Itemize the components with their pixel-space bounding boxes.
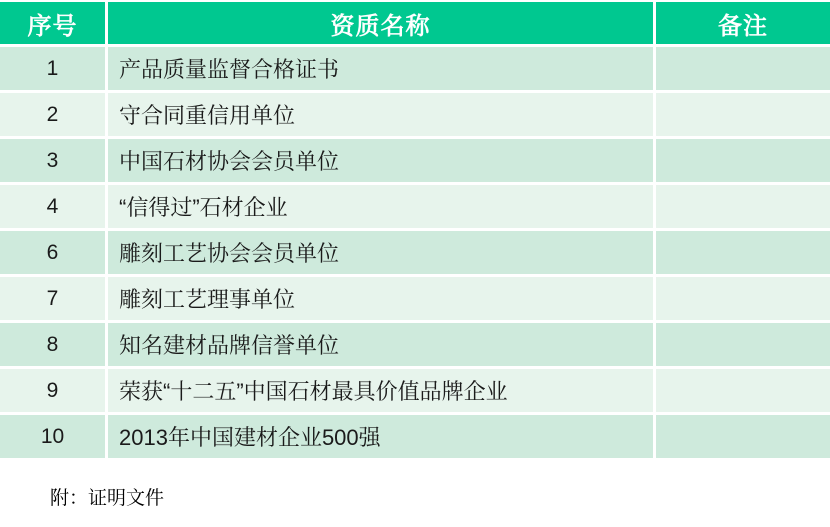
cell-no: 8 [0, 323, 105, 366]
table-row [0, 185, 830, 228]
cell-note [656, 231, 830, 274]
cell-note [656, 93, 830, 136]
header-cell-no: 序号 [0, 2, 105, 44]
cell-no: 7 [0, 277, 105, 320]
header-cell-note: 备注 [656, 2, 830, 44]
cell-name: 守合同重信用单位 [108, 93, 653, 136]
cell-name: 产品质量监督合格证书 [108, 47, 653, 90]
table-row [0, 93, 830, 136]
cell-note [656, 415, 830, 458]
cell-no: 4 [0, 185, 105, 228]
table-row [0, 415, 830, 458]
cell-no: 10 [0, 415, 105, 458]
table-row [0, 231, 830, 274]
cell-name: “信得过”石材企业 [108, 185, 653, 228]
cell-name: 雕刻工艺理事单位 [108, 277, 653, 320]
cell-note [656, 47, 830, 90]
cell-no: 9 [0, 369, 105, 412]
cell-note [656, 369, 830, 412]
cell-no: 6 [0, 231, 105, 274]
table-row [0, 369, 830, 412]
table-row [0, 277, 830, 320]
cell-note [656, 277, 830, 320]
cell-name: 2013年中国建材企业500强 [108, 415, 653, 458]
cell-note [656, 139, 830, 182]
cell-name: 中国石材协会会员单位 [108, 139, 653, 182]
cell-name: 知名建材品牌信誉单位 [108, 323, 653, 366]
cell-no: 2 [0, 93, 105, 136]
cell-note [656, 323, 830, 366]
cell-no: 3 [0, 139, 105, 182]
table-row [0, 47, 830, 90]
cell-note [656, 185, 830, 228]
cell-name: 雕刻工艺协会会员单位 [108, 231, 653, 274]
footer-note: 附：证明文件 [50, 488, 165, 509]
table-row [0, 139, 830, 182]
cell-name: 荣获“十二五”中国石材最具价值品牌企业 [108, 369, 653, 412]
header-cell-name: 资质名称 [108, 2, 653, 44]
cell-no: 1 [0, 47, 105, 90]
table-row [0, 323, 830, 366]
header-row [0, 2, 830, 44]
